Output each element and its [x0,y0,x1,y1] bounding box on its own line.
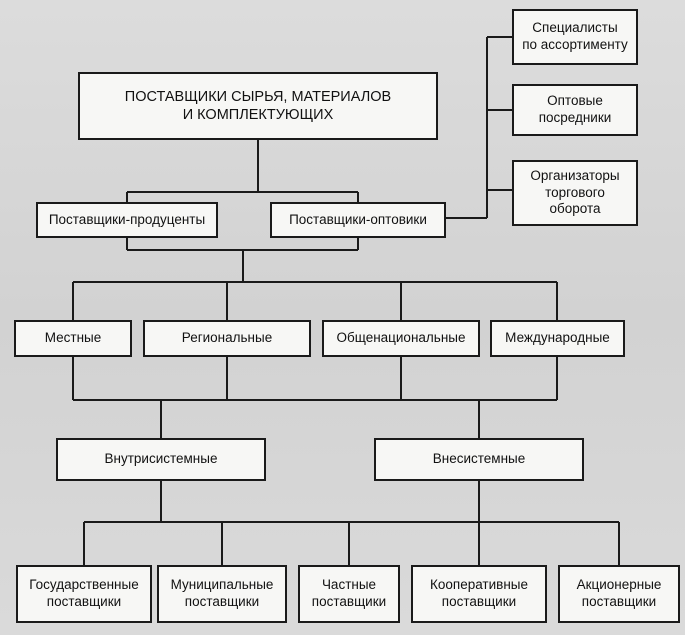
node-regional [143,320,311,357]
node-label: Поставщики-оптовики [289,211,427,227]
node-trade-organizers [512,160,638,226]
node-municipal-suppliers [157,565,287,623]
node-label: Акционерные поставщики [576,577,662,609]
node-label: Внесистемные [432,451,526,467]
node-label: Организаторы торгового оборота [530,167,620,217]
node-assortment-specialists [512,9,638,65]
node-intrasystem [56,438,266,481]
node-label: Специалисты по ассортименту [522,20,628,52]
node-label: Оптовые посредники [538,93,612,125]
node-wholesale-intermediaries [512,84,638,136]
node-joint-stock-suppliers [558,565,680,623]
node-label: Муниципальные поставщики [170,577,274,609]
node-private-suppliers [298,565,400,623]
node-wholesale-suppliers [270,202,446,238]
node-local [14,320,132,357]
node-cooperative-suppliers [411,565,547,623]
node-state-suppliers [16,565,152,623]
node-label: Кооперативные поставщики [430,577,528,609]
node-label: Общенациональные [336,330,466,346]
node-label: Частные поставщики [311,577,387,609]
node-root-suppliers [78,72,438,140]
node-national [322,320,480,357]
node-label: Поставщики-продуценты [48,211,206,227]
node-root-label: ПОСТАВЩИКИ СЫРЬЯ, МАТЕРИАЛОВ И КОМПЛЕКТУЮЩИХ [124,88,392,123]
node-international [490,320,625,357]
node-label: Региональные [181,330,273,346]
node-label: Международные [505,330,610,346]
node-extrasystem [374,438,584,481]
node-label: Государственные поставщики [29,577,139,609]
node-label: Местные [44,330,102,346]
node-producer-suppliers [36,202,218,238]
node-label: Внутрисистемные [104,451,218,467]
